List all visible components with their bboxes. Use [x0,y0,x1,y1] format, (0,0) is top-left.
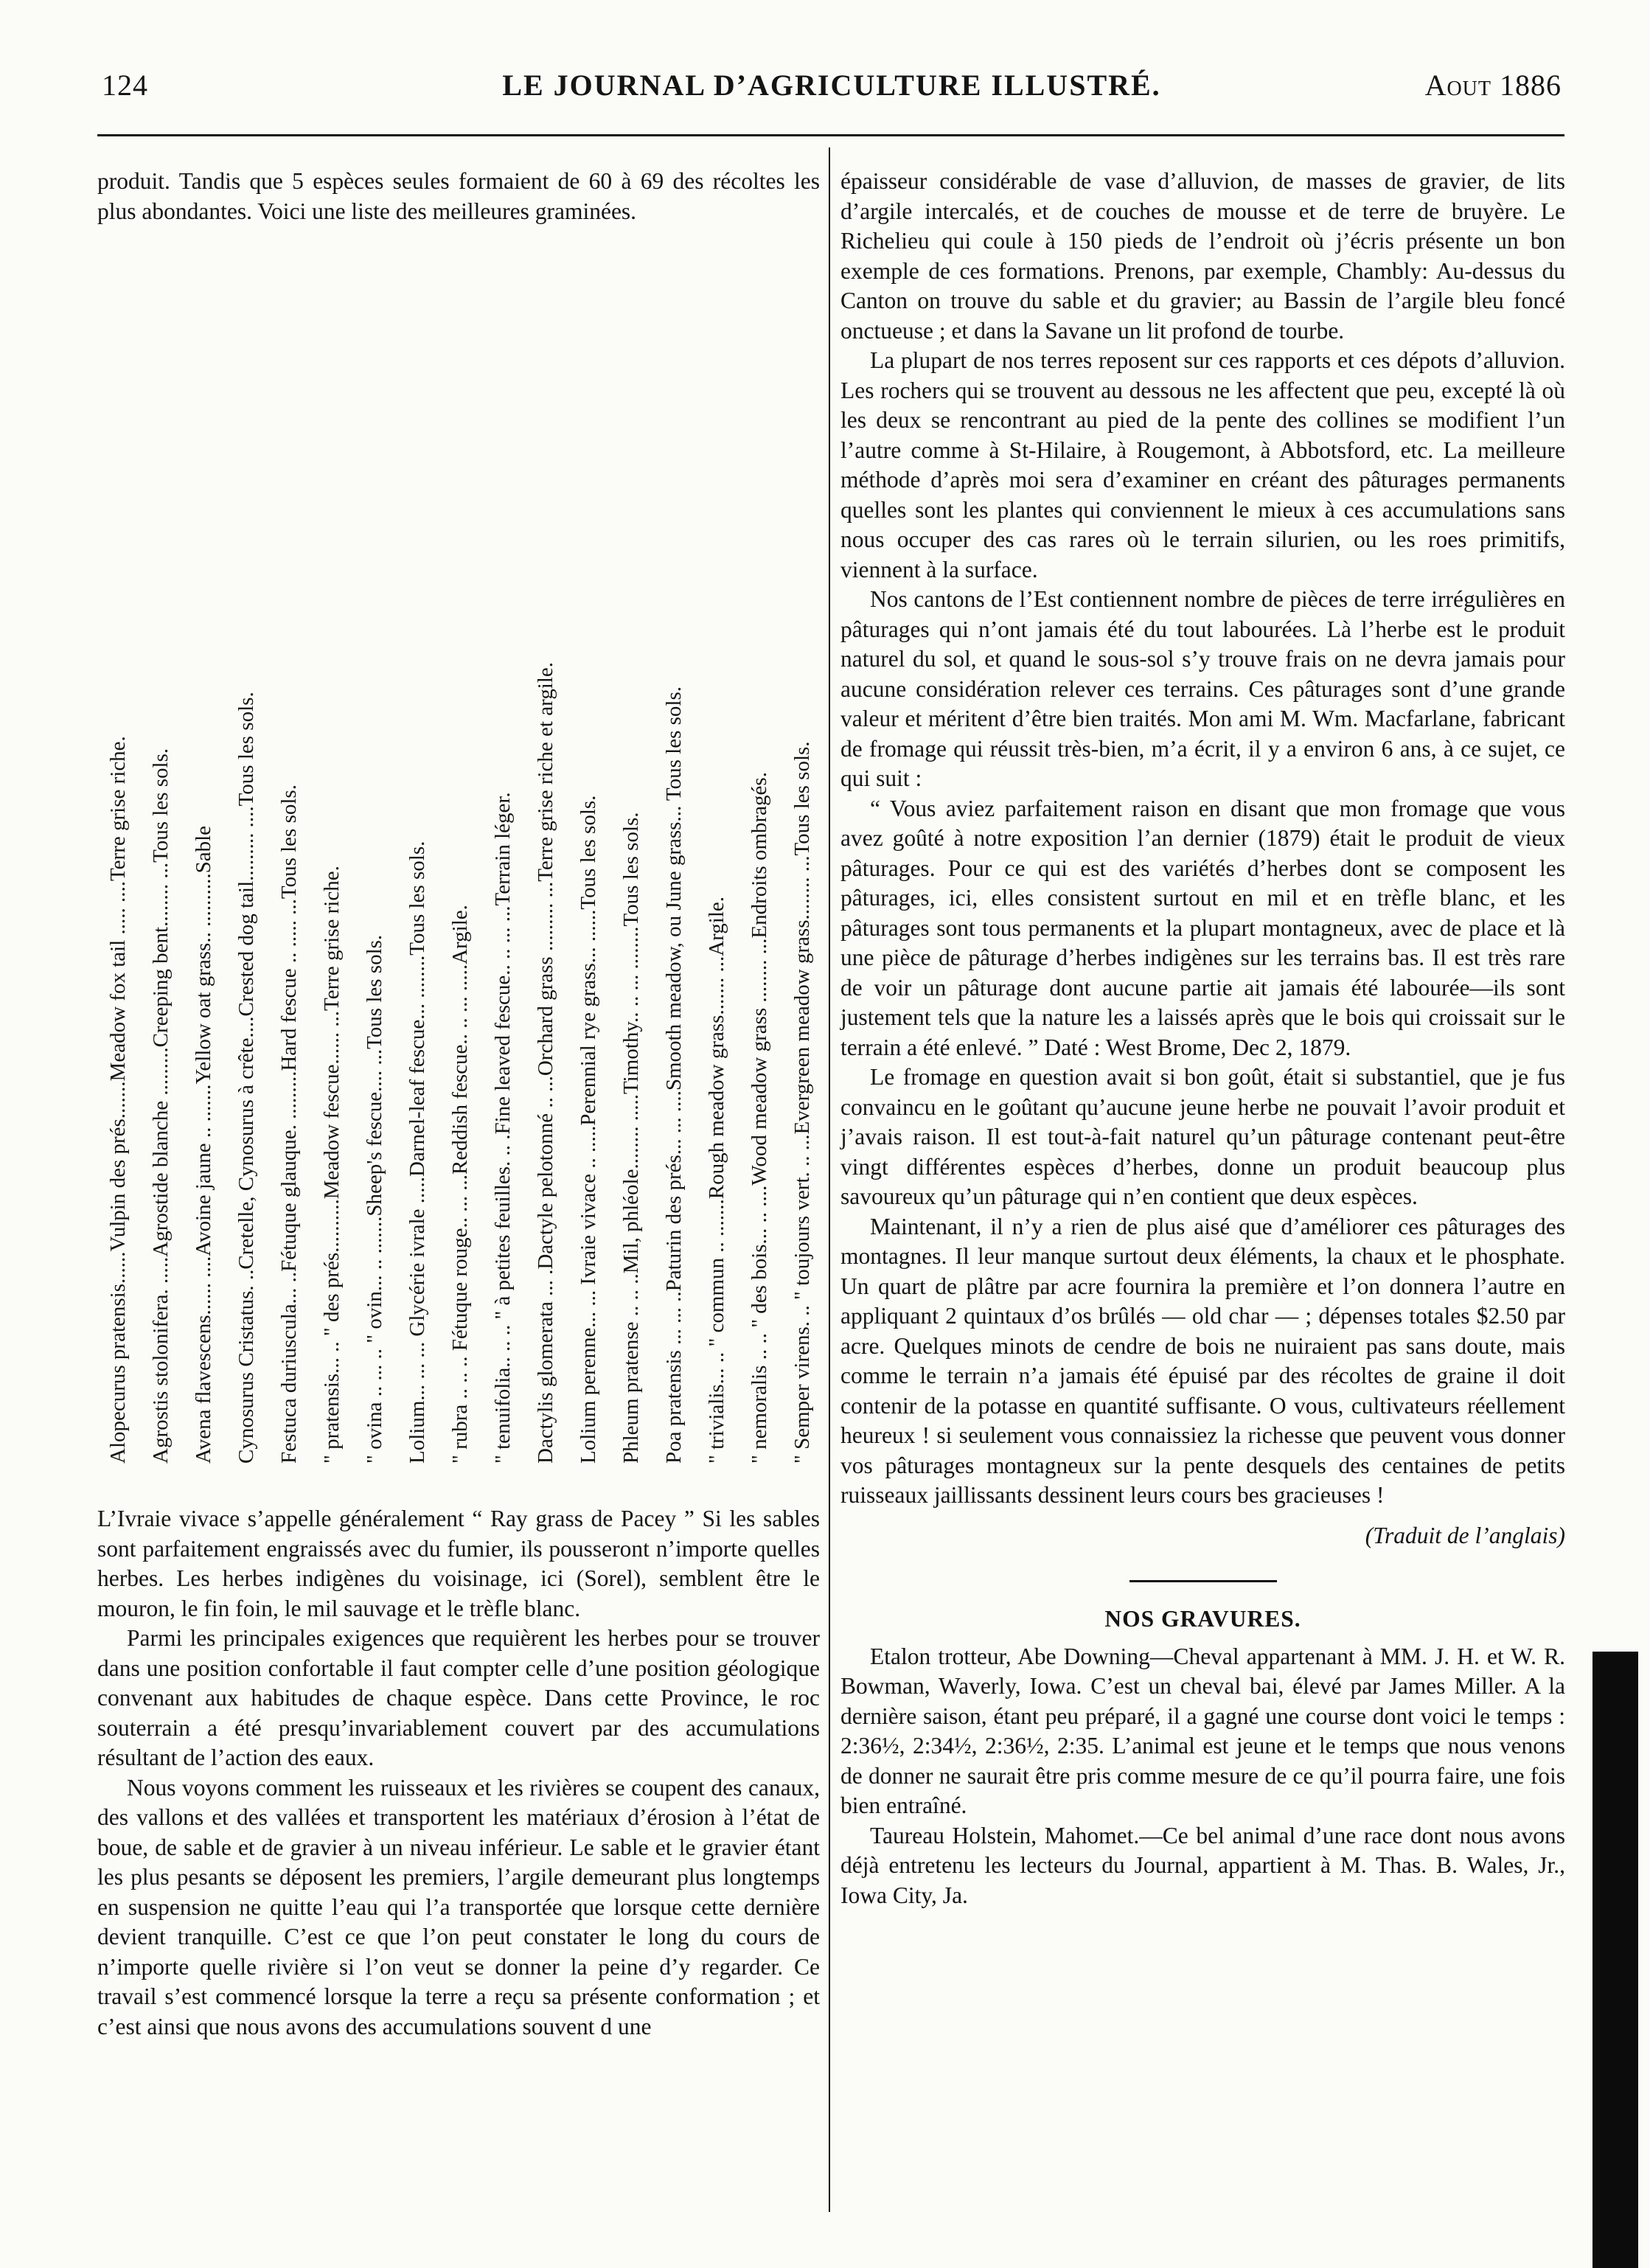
gravure-paragraph: Etalon trotteur, Abe Downing—Cheval appartenant à MM. J. H. et W. R. Bowman, Waverly, Iowa. C’est un cheval bai, élevé par James Miller. A la dernière saison, étant peu préparé, il a gagné une course dont voici le temps : 2:36½, 2:34½, 2:36½, 2:35. L’animal est jeune et le temps que nous venons de donner ne saurait être pris comme mesure de ce qu’il pourra faire, une fois bien entraîné. [840,1643,1565,1818]
issue-date: Aout 1886 [1424,69,1562,102]
grass-list-item: Phleum pratense .. .. ..Mil, phléole........ .....Timothy.. .. ... ........Tous les sols. [619,812,643,1464]
header-rule [97,134,1564,136]
grass-list-item: Festuca duriuscula... ..Fétuque glauque. .........Hard fescue .. ..... ...Tous les sols. [277,785,301,1464]
grass-list-item: " tenuifolia.. .. .. " à petites feuilles. .. .Fine leaved fescue.. .. ... ...Terrain léger. [491,792,515,1464]
grass-list-item: " nemoralis .. .. " des bois... .. ....Wood meadow grass ........ ...Endroits ombragés. [748,772,771,1464]
left-intro: produit. Tandis que 5 espèces seules formaient de 60 à 69 des récoltes les plus abondantes. Voici une liste des meilleures graminées. [97,168,820,224]
section-heading: NOS GRAVURES. [1104,1606,1301,1632]
left-body [97,1504,820,2042]
right-paragraph: Maintenant, il n’y a rien de plus aisé que d’améliorer ces pâturages des montagnes. Il leur manque surtout deux éléments, la chaux et le phosphate. Un quart de plâtre par acre fournira la première et l’on donnera l’autre en appliquant 2 quintaux d’os brûlés — old char — ; dépenses totales $2.50 par acre. Quelques minots de cendre de bois ne nuiraient pas sans doute, mais comme le terrain n’a jamais été épuisé par des récoltes de graine il doit contenir de la potasse en quantité suffisante. O vous, cultivateurs réellement heureux ! si seulement vous connaissiez la richesse que peuvent vous donner vos pâturages montagneux sur la pente desquels des centaines de petits ruisseaux jaillissants dessinent leurs cours bes gracieuses ! [840,1213,1565,1508]
left-paragraph: Nous voyons comment les ruisseaux et les rivières se coupent des canaux, des vallons et des vallées et transportent les matériaux d’érosion à l’état de boue, de sable et de gravier à un niveau inférieur. Le sable et le gravier étant les plus pesants se déposent les premiers, l’argile demeurant plus longtemps en suspension ne quitte l’eau qui l’a transportée que lorsque cette dernière devient tranquille. C’est ce que l’on peut constater le long du cours de n’importe quelle rivière si l’on veut se donner la peine d’y regarder. Ce travail s’est commencé lorsque la terre a reçu sa présente conformation ; et c’est ainsi que nous avons des accumulations souvent d une [97,1774,820,2039]
grass-list-item: " ovina .. ... .. " ovin... .. .......Sheep's fescue.... ...Tous les sols. [363,934,386,1464]
grass-list-item: Avena flavescens...... ....Avoine jaune .. .......Yellow oat grass.. ..........Sable [192,825,215,1464]
column-divider [829,147,830,2212]
right-paragraph: La plupart de nos terres reposent sur ces rapports et ces dépots d’alluvion. Les rochers qui se trouvent au dessous ne les affectent que peu, excepté là où les deux se rencontrant au pied de la pente des collines se modifient l’un l’autre comme à St-Hilaire, à Rougemont, à Abbotsford, etc. La meilleure méthode d’après moi sera d’examiner en créant des pâturages permanents quelles sont les plantes qui conviennent le mieux à ces accumulations sans nous occuper des cas rares où le terrain silurien, ou les roes primitifs, viennent à la surface. [840,347,1565,582]
section-rule [1129,1580,1277,1582]
translation-credit: (Traduit de l’anglais) [1365,1522,1565,1548]
grass-list-item: Lolium perenne... ... Ivraie vivace .. .....Perennial rye grass... ......Tous les sols. [577,795,600,1464]
left-paragraph: L’Ivraie vivace s’appelle généralement “ Ray grass de Pacey ” Si les sables sont parfaitement engraissés avec du fumier, ils pousseront n’importe quelles herbes. Les herbes indigènes du voisinage, ici (Sorel), semblent être le mouron, le fin foin, le mil sauvage et le trèfle blanc. [97,1506,820,1621]
grass-list-item: Poa pratensis ... ... ..Paturin des prés... ... ....Smooth meadow, ou June grass... Tous les sols. [662,686,686,1464]
left-paragraph: Parmi les principales exigences que requièrent les herbes pour se trouver dans une position confortable il faut compter celle d’une position géologique convenant aux habitudes de chaque espèce. Dans cette Province, le roc souterrain a été presqu’invariablement couvert par des accumulations résultant de l’action des eaux. [97,1625,820,1770]
journal-title: LE JOURNAL D’AGRICULTURE ILLUSTRÉ. [502,69,1161,102]
right-paragraph: Nos cantons de l’Est contiennent nombre de pièces de terre irrégulières en pâturages qui n’ont jamais été du tout labourées. Là l’herbe est le produit naturel du sol, et quand le sous-sol s’y trouve frais on ne devra jamais pour aucune considération relever ces terrains. Ces pâturages sont d’une grande valeur et méritent d’être bien traités. Mon ami M. Wm. Macfarlane, fabricant de fromage qui réussit très-bien, m’a écrit, il y a environ 6 ans, à ce sujet, ce qui suit : [840,586,1565,791]
right-paragraph: Le fromage en question avait si bon goût, était si substantiel, que je fus convaincu en le goûtant qu’aucune jeune herbe ne pouvait l’avoir produit et j’avais raison. Il est tout-à-fait naturel qu’un pâturage contenant peut-être vingt différentes espèces d’herbes, donne un produit beaucoup plus savoureux qu’un pâturage qui n’en contient que deux espèces. [840,1064,1565,1209]
grass-list-item: Alopecurus pratensis......Vulpin des prés.......Meadow fox tail ..... ....Terre grise riche. [106,736,130,1464]
page-number: 124 [102,69,148,102]
grass-list-item: " rubra .. .. .. Fétuque rouge.. ... ...Reddish fescue.. .. ... .....Argile. [448,905,472,1464]
grass-list-item: " pratensis... .. " des prés..........Meadow fescue...... ...Terre grise riche. [320,866,344,1464]
grass-list-item: Cynosurus Cristatus. ..Cretelle, Cynosurus à crête....Crested dog tail......... ....Tous les sols. [234,692,258,1464]
left-column [97,167,820,226]
right-paragraph: épaisseur considérable de vase d’alluvion, de masses de gravier, de lits d’argile intercalés, et de couches de mousse et de terre de bruyère. Le Richelieu qui coule à 150 pieds de l’endroit où j’écris présente un bon exemple de ces formations. Prenons, par exemple, Chambly: Au-dessus du Canton on trouve du sable et du gravier; au Bassin de l’argile bleu foncé onctueuse ; et dans la Savane un lit profond de tourbe. [840,168,1565,344]
right-column [840,167,1565,1910]
grass-list-item: " trivialis... .. " commun .. .......Rough meadow grass....... ...Argile. [705,896,728,1464]
grass-list-item: Lolium... ... ... Glycérie ivrale .....Darnel-leaf fescue... ........Tous les sols. [405,841,429,1464]
grass-species-table [97,257,820,1488]
right-paragraph: “ Vous aviez parfaitement raison en disant que mon fromage que vous avez goûté à notre exposition l’an dernier (1879) était le produit de vieux pâturages. Pour ce qui est des variétés d’herbes dont se composent les pâturages, ici, elles consistent surtout en mil et en trèfle blanc, et les pâturages sont tous permanents et la plupart montagneux, avec de place et là une pièce de pâturage d’herbes indigènes sur les terrains bas. Il est très rare de voir un pâturage dont aucune partie ait jamais été labourée—ils sont justement tels que la nature les a laissés après que le bois qui croissait sur le terrain a été enlevé. ” Daté : West Brome, Dec 2, 1879. [840,795,1565,1060]
scan-edge-shadow [1592,1652,1638,2268]
grass-list-item: " Semper virens. .. " toujours vert. .. ...Evergreen meadow grass........ ...Tous les sols. [790,741,814,1464]
grass-list-item: Agrostis stolonifera. .....Agrostide blanche .........Creeping bent........ ...Tous les sols. [149,748,173,1464]
grass-list-item: Dactylis glomerata ... .Dactyle pelotonné .. ...Orchard grass ......... ...Terre grise riche et argile. [534,662,557,1464]
page-header [102,68,1562,112]
gravure-paragraph: Taureau Holstein, Mahomet.—Ce bel animal d’une race dont nous avons déjà entretenu les lecteurs du Journal, appartient à M. Thas. B. Wales, Jr., Iowa City, Ja. [840,1822,1565,1908]
